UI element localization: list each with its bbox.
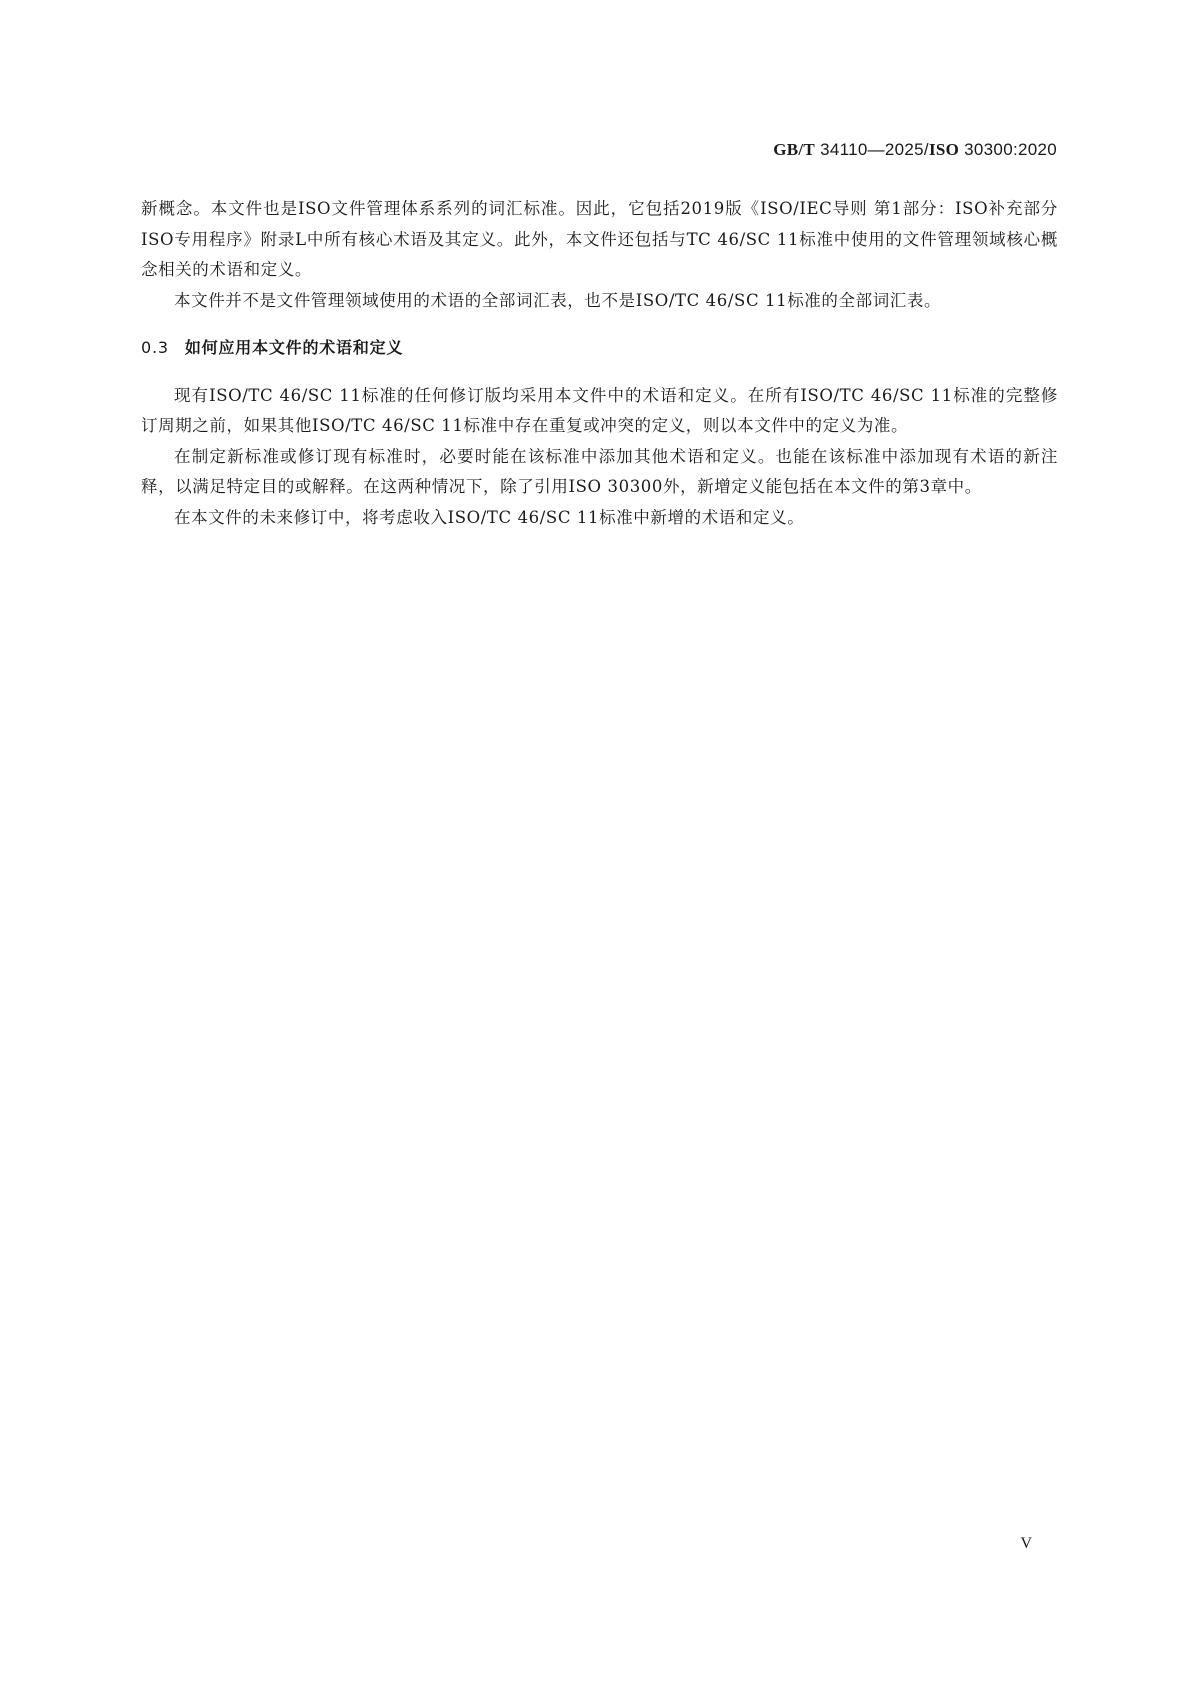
page-number: V (1020, 1535, 1032, 1552)
page-header (773, 140, 1057, 160)
iso-prefix: ISO (928, 140, 960, 159)
paragraph-continuation: 新概念。本文件也是ISO文件管理体系系列的词汇标准。因此，它包括2019版《ISO/IEC导则 第1部分：ISO补充部分 ISO专用程序》附录L中所有核心术语及其定义。此外，本文件还包括与TC 46/SC 11标准中使用的文件管理领域核心概念相关的术语和定义。 (141, 199, 1058, 279)
paragraph: 本文件并不是文件管理领域使用的术语的全部词汇表，也不是ISO/TC 46/SC 11标准的全部词汇表。 (174, 290, 942, 310)
paragraph: 现有ISO/TC 46/SC 11标准的任何修订版均采用本文件中的术语和定义。在所有ISO/TC 46/SC 11标准的完整修订周期之前，如果其他ISO/TC 46/SC 11标准中存在重复或冲突的定义，则以本文件中的定义为准。 (141, 385, 1058, 435)
section-heading (141, 333, 1058, 364)
standard-code: GB/T (773, 140, 816, 159)
section-number: 0.3 (141, 338, 169, 357)
standard-number: 34110—2025/ (820, 140, 929, 159)
main-content (141, 194, 1058, 533)
iso-number: 30300:2020 (964, 140, 1057, 159)
section-title: 如何应用本文件的术语和定义 (184, 338, 404, 357)
paragraph: 在制定新标准或修订现有标准时，必要时能在该标准中添加其他术语和定义。也能在该标准中添加现有术语的新注释，以满足特定目的或解释。在这两种情况下，除了引用ISO 30300外，新增定义能包括在本文件的第3章中。 (141, 446, 1058, 496)
paragraph: 在本文件的未来修订中，将考虑收入ISO/TC 46/SC 11标准中新增的术语和定义。 (174, 507, 805, 527)
